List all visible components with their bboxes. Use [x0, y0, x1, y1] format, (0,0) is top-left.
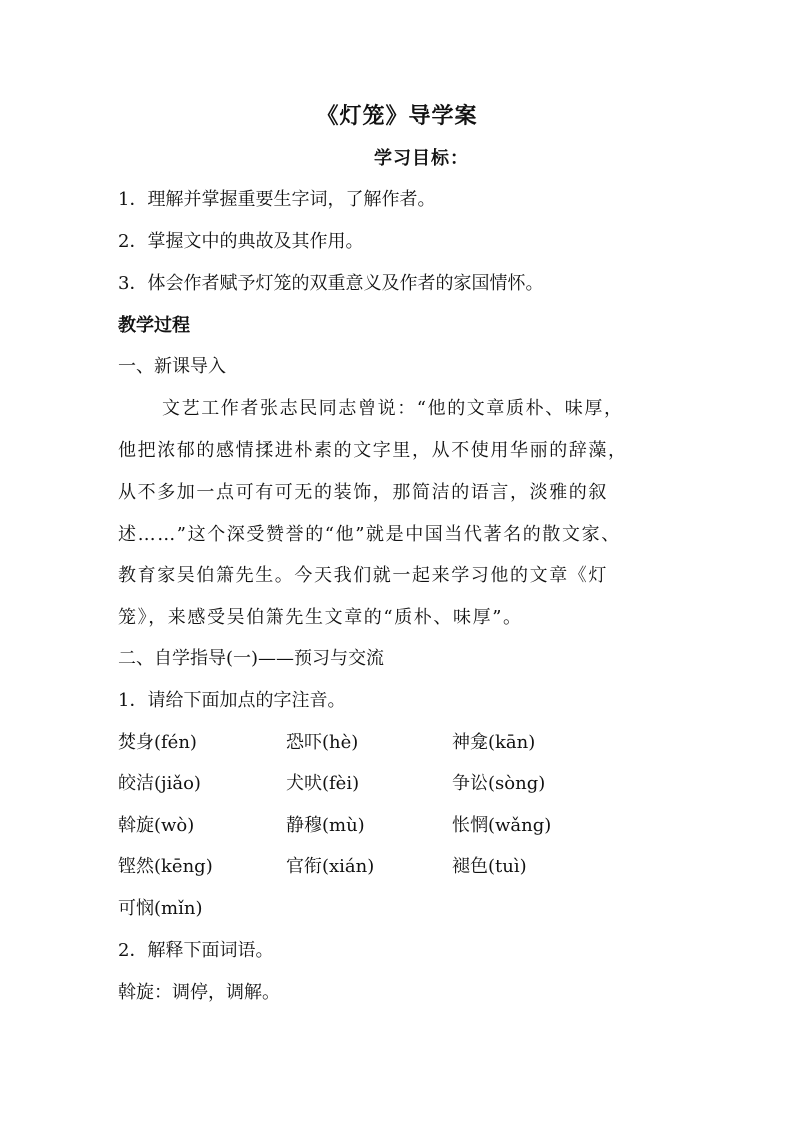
pinyin-item: 静穆(mù) — [286, 815, 365, 836]
pinyin-item: 铿然(kēng) — [118, 856, 213, 877]
pinyin-item: 官衔(xián) — [286, 856, 375, 877]
intro-paragraph-line: 从不多加一点可有可无的装饰，那简洁的语言，淡雅的叙 — [118, 482, 608, 503]
intro-paragraph-line: 述……”这个深受赞誉的“他”就是中国当代著名的散文家、 — [118, 524, 621, 545]
pinyin-row — [118, 729, 678, 757]
pinyin-row — [118, 770, 678, 798]
pinyin-item: 怅惘(wǎng) — [452, 815, 552, 836]
pinyin-item: 焚身(fén) — [118, 732, 197, 753]
pinyin-row — [118, 853, 678, 881]
pinyin-row — [118, 895, 678, 923]
section-heading-new-lesson: 一、新课导入 — [118, 356, 226, 377]
subtitle-learning-objectives: 学习目标： — [374, 148, 469, 169]
task-1-heading: 1．请给下面加点的字注音。 — [118, 690, 346, 711]
definition-line: 斡旋：调停，调解。 — [118, 982, 280, 1003]
pinyin-item: 恐吓(hè) — [286, 732, 359, 753]
page-title: 《灯笼》导学案 — [316, 103, 478, 129]
section-heading-self-study: 二、自学指导(一)——预习与交流 — [118, 648, 385, 669]
objective-3: 3．体会作者赋予灯笼的双重意义及作者的家国情怀。 — [118, 273, 544, 294]
pinyin-item: 斡旋(wò) — [118, 815, 195, 836]
pinyin-item: 争讼(sòng) — [452, 773, 546, 794]
objective-1: 1．理解并掌握重要生字词，了解作者。 — [118, 189, 436, 210]
intro-paragraph-line: 笼》，来感受吴伯箫先生文章的“质朴、味厚”。 — [118, 607, 523, 628]
pinyin-item: 神龛(kān) — [452, 732, 536, 753]
intro-paragraph-line: 教育家吴伯箫先生。今天我们就一起来学习他的文章《灯 — [118, 565, 608, 586]
intro-paragraph-line: 文艺工作者张志民同志曾说：“他的文章质朴、味厚， — [162, 398, 624, 419]
pinyin-row — [118, 812, 678, 840]
pinyin-item: 皎洁(jiǎo) — [118, 773, 201, 794]
pinyin-item: 犬吠(fèi) — [286, 773, 360, 794]
pinyin-item: 褪色(tuì) — [452, 856, 527, 877]
task-2-heading: 2．解释下面词语。 — [118, 940, 274, 961]
section-heading-teaching-process: 教学过程 — [118, 315, 190, 336]
pinyin-item: 可悯(mǐn) — [118, 898, 203, 919]
objective-2: 2．掌握文中的典故及其作用。 — [118, 231, 364, 252]
intro-paragraph-line: 他把浓郁的感情揉进朴素的文字里，从不使用华丽的辞藻， — [118, 440, 628, 461]
